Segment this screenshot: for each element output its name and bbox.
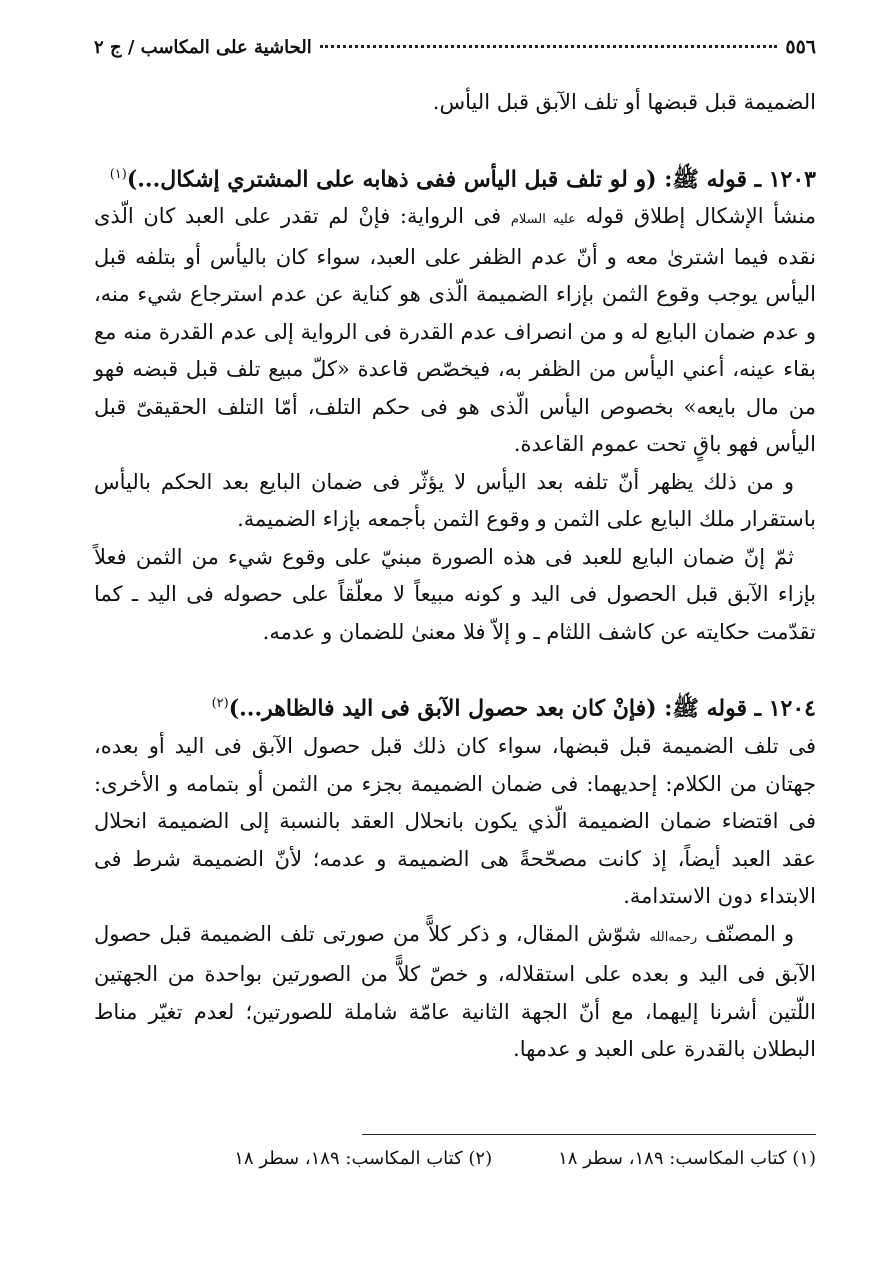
running-title: الحاشية على المكاسب / ج ٢ (94, 37, 312, 58)
heading-text: ١٢٠٤ ـ قوله ﷺ: (فإنْ كان بعد حصول الآبق فى اليد فالظاهر...) (228, 695, 816, 722)
paragraph-part: شوّش المقال، و ذكر كلاًّ من صورتى تلف الضميمة قبل حصول الآبق فى اليد و بعده على استقلاله، و خصّ كلاًّ من الصورتين بواحدة من الجهتين اللّتين أشرنا إليهما، مع أنّ الجهة الثانية عامّة شاملة للصورتين؛ لعدم تغيّر مناط البطلان بالقدرة على العبد و عدمها. (94, 921, 816, 1062)
paragraph-1203-final: ثمّ إنّ ضمان البايع للعبد فى هذه الصورة مبنيّ على وقوع شيء من الثمن فعلاً بإزاء الآبق قبل الحصول فى اليد و كونه مبيعاً لا معلّقاً على حصوله فى اليد ـ كما تقدّمت حكايته عن كاشف اللثام ـ و إلاّ فلا معنىٰ للضمان و عدمه. (94, 544, 816, 644)
running-header (94, 36, 816, 64)
honorific: عليه السلام (510, 212, 576, 228)
section-gap (94, 651, 816, 685)
page-number: ٥٥٦ (785, 36, 816, 58)
section-heading-1204 (94, 685, 816, 728)
honorific: رحمه‌الله (649, 929, 698, 945)
paragraph-part: و المصنّف (697, 921, 794, 946)
footnote-marker: (١) (109, 166, 127, 182)
paragraph-continuation: الضميمة قبل قبضها أو تلف الآبق قبل اليأس. (432, 90, 816, 114)
heading-text: ١٢٠٣ ـ قوله ﷺ: (و لو تلف قبل اليأس ففى ذهابه على المشتري إشكال...) (126, 165, 816, 192)
footnote-separator (362, 1134, 816, 1135)
document-page (94, 28, 816, 1248)
paragraph-part: منشأ الإشكال إطلاق قوله (575, 204, 817, 229)
header-leader-dots (320, 45, 778, 48)
section-heading-1203 (94, 156, 816, 199)
section-gap (94, 122, 816, 156)
paragraph-1203-continued: و من ذلك يظهر أنّ تلفه بعد اليأس لا يؤثّر فى ضمان البايع بعد الحكم باليأس باستقرار ملك البايع على الثمن و وقوع الثمن بأجمعه بإزاء الضميمة. (94, 469, 816, 532)
footnote-1: (١) كتاب المكاسب: ١٨٩، سطر ١٨ (558, 1148, 816, 1169)
body-text (94, 84, 816, 1069)
footnote-2: (٢) كتاب المكاسب: ١٨٩، سطر ١٨ (234, 1148, 493, 1169)
paragraph-part: فى الرواية: فإنْ لم تقدر على العبد كان الّذى نقده فيما اشترىٰ معه و أنّ عدم الظفر على العبد، سواء كان باليأس أو بتلفه قبل اليأس يوجب وقوع الثمن بإزاء الضميمة الّذى هو كناية عن عدم استرجاع شيء منه، و عدم ضمان البايع له و من انصراف عدم القدرة فى الرواية إلى عدم القدرة منه مع بقاء عينه، أعني اليأس من الظفر به، فيخصّص قاعدة «كلّ مبيع تلف قبل قبضه فهو من مال بايعه» بخصوص اليأس الّذى هو فى حكم التلف، أمّا التلف الحقيقىّ قبل اليأس فهو باقٍ تحت عموم القاعدة. (94, 204, 816, 457)
footnotes (94, 1148, 816, 1169)
paragraph-1204-continued (94, 916, 816, 1069)
paragraph-1204-body: فى تلف الضميمة قبل قبضها، سواء كان ذلك قبل حصول الآبق فى اليد أو بعده، جهتان من الكلام: إحديهما: فى ضمان الضميمة بجزء من الثمن أو بتمامه و الأخرى: فى اقتضاء ضمان الضميمة الّذي يكون بانحلال العقد بالنسبة إلى الضميمة انحلال عقد العبد أيضاً، إذ كانت مصحّحةً هى الضميمة و عدمه؛ لأنّ الضميمة شرط فى الابتداء دون الاستدامة. (94, 734, 816, 909)
footnote-marker: (٢) (211, 696, 229, 712)
paragraph-1203-body (94, 198, 816, 464)
